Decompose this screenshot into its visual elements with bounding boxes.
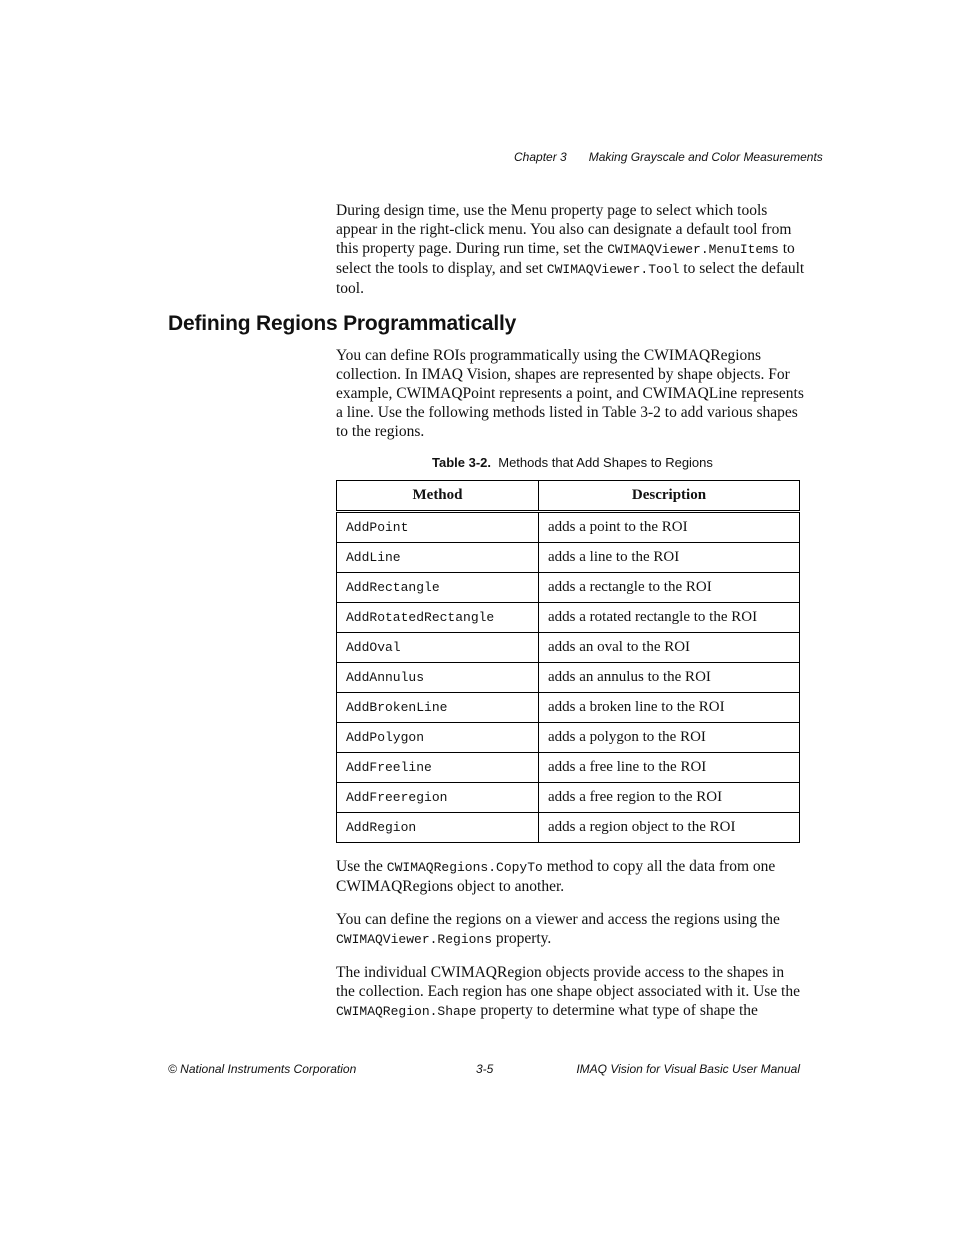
description-cell: adds a point to the ROI: [539, 512, 800, 543]
method-cell: AddBrokenLine: [337, 693, 539, 723]
table-caption: [432, 455, 713, 470]
code-tool: CWIMAQViewer.Tool: [546, 262, 680, 277]
chapter-number: Chapter 3: [514, 150, 567, 164]
table-caption-text: Methods that Add Shapes to Regions: [498, 455, 713, 470]
method-cell: AddPoint: [337, 512, 539, 543]
description-cell: adds a region object to the ROI: [539, 813, 800, 843]
table-header-row: [337, 481, 800, 512]
table-row: [337, 723, 800, 753]
footer-copyright: © National Instruments Corporation: [168, 1062, 357, 1076]
method-cell: AddRectangle: [337, 573, 539, 603]
description-cell: adds a rectangle to the ROI: [539, 573, 800, 603]
method-cell: AddRegion: [337, 813, 539, 843]
regions-paragraph: [336, 910, 806, 949]
description-cell: adds a free region to the ROI: [539, 783, 800, 813]
intro-text-2: to select the tools to display, and set: [336, 240, 795, 277]
method-cell: AddOval: [337, 633, 539, 663]
section-heading: Defining Regions Programmatically: [168, 312, 517, 335]
description-cell: adds a broken line to the ROI: [539, 693, 800, 723]
footer-page-number: 3-5: [476, 1062, 494, 1076]
copyto-paragraph: [336, 857, 806, 896]
code-copyto: CWIMAQRegions.CopyTo: [386, 860, 543, 875]
method-cell: AddPolygon: [337, 723, 539, 753]
intro-text-3: to select the default tool.: [336, 260, 805, 297]
table-row: [337, 693, 800, 723]
table-caption-label: Table 3-2.: [432, 455, 492, 470]
intro-text-1: During design time, use the Menu property page to select which tools appear in the right-click menu. You also can designate a default tool from this property page. During run time, set the: [336, 202, 792, 257]
description-cell: adds an oval to the ROI: [539, 633, 800, 663]
method-cell: AddFreeregion: [337, 783, 539, 813]
description-cell: adds a line to the ROI: [539, 543, 800, 573]
method-cell: AddFreeline: [337, 753, 539, 783]
code-shape: CWIMAQRegion.Shape: [336, 1004, 477, 1019]
regions-text-1: You can define the regions on a viewer and access the regions using the: [336, 911, 780, 928]
copyto-text-2: method to copy all the data from one CWIMAQRegions object to another.: [336, 858, 776, 895]
description-cell: adds an annulus to the ROI: [539, 663, 800, 693]
description-cell: adds a polygon to the ROI: [539, 723, 800, 753]
individual-paragraph: [336, 963, 806, 1021]
method-cell: AddAnnulus: [337, 663, 539, 693]
code-menuitems: CWIMAQViewer.MenuItems: [607, 242, 779, 257]
description-cell: adds a free line to the ROI: [539, 753, 800, 783]
intro-paragraph: [336, 201, 806, 298]
methods-table: [336, 480, 800, 843]
table-row: [337, 633, 800, 663]
copyto-text-1: Use the: [336, 858, 387, 875]
defining-paragraph: You can define ROIs programmatically using the CWIMAQRegions collection. In IMAQ Vision, shapes are represented by shape objects. For example, CWIMAQPoint represents a point, and CWIMAQLine represents a line. Use the following methods listed in Table 3-2 to add various shapes to the regions.: [336, 347, 804, 440]
description-cell: adds a rotated rectangle to the ROI: [539, 603, 800, 633]
table-row: [337, 543, 800, 573]
header-method: Method: [337, 481, 539, 512]
method-cell: AddRotatedRectangle: [337, 603, 539, 633]
header-description: Description: [539, 481, 800, 512]
table-row: [337, 813, 800, 843]
individual-text-1: The individual CWIMAQRegion objects provide access to the shapes in the collection. Each region has one shape object associated with it. Use the: [336, 964, 800, 1000]
chapter-title: Making Grayscale and Color Measurements: [588, 150, 823, 164]
table-row: [337, 753, 800, 783]
table-row: [337, 573, 800, 603]
table-row: [337, 663, 800, 693]
running-header: [514, 150, 823, 164]
table-row: [337, 783, 800, 813]
table-row: [337, 603, 800, 633]
regions-text-2: property.: [492, 930, 552, 947]
footer-manual-title: IMAQ Vision for Visual Basic User Manual: [576, 1062, 800, 1076]
method-cell: AddLine: [337, 543, 539, 573]
code-regions: CWIMAQViewer.Regions: [336, 932, 493, 947]
individual-text-2: property to determine what type of shape the: [476, 1002, 758, 1019]
table-row: [337, 512, 800, 543]
